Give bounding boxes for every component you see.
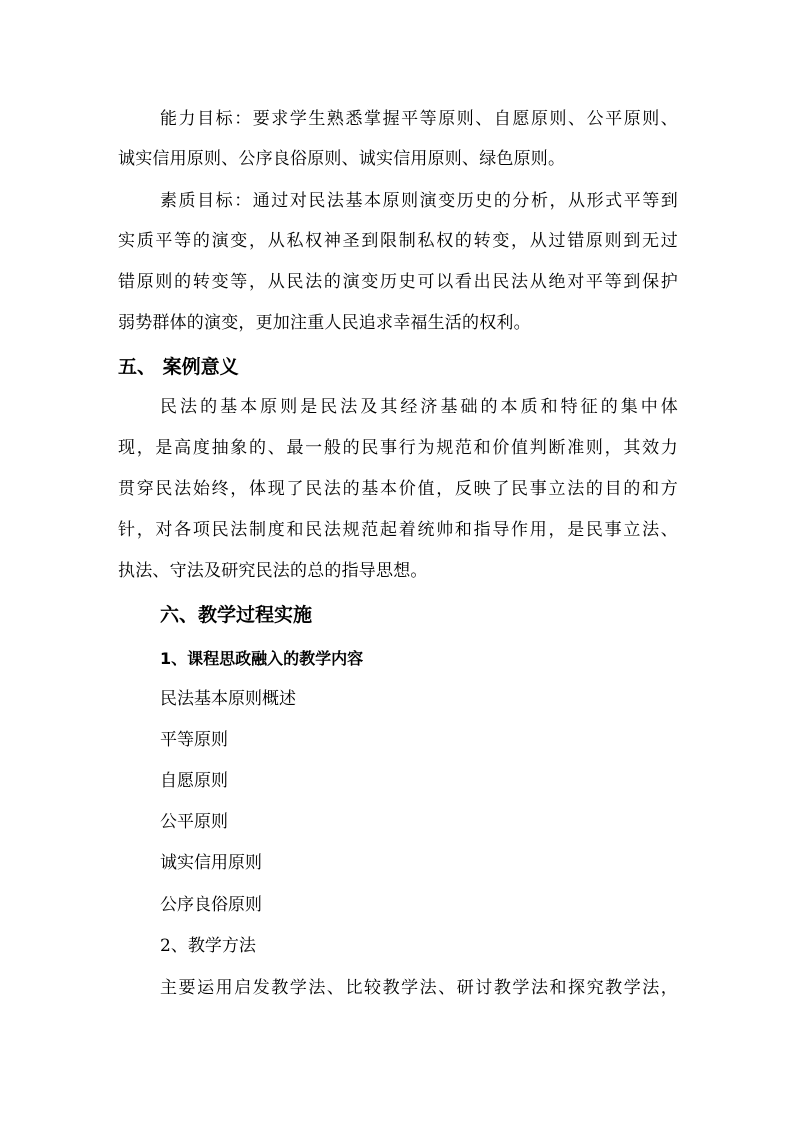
content-item: 平等原则 (160, 730, 228, 750)
content-item: 民法基本原则概述 (160, 689, 296, 709)
section-6-heading: 六、教学过程实施 (160, 604, 313, 626)
ability-goal-line-1: 能力目标：要求学生熟悉掌握平等原则、自愿原则、公平原则、 (160, 109, 678, 129)
quality-goal-line-2: 实质平等的演变，从私权神圣到限制私权的转变，从过错原则到无过 (118, 231, 678, 251)
content-item: 自愿原则 (160, 771, 228, 791)
section-5-line-3: 贯穿民法始终，体现了民法的基本价值，反映了民事立法的目的和方 (118, 479, 678, 499)
content-item: 诚实信用原则 (160, 853, 262, 873)
subsection-2-heading: 2、教学方法 (160, 936, 256, 956)
quality-goal-line-3: 错原则的转变等，从民法的演变历史可以看出民法从绝对平等到保护 (118, 272, 678, 292)
content-item: 公序良俗原则 (160, 895, 262, 915)
section-5-line-2: 现，是高度抽象的、最一般的民事行为规范和价值判断准则，其效力 (118, 438, 678, 458)
content-item: 公平原则 (160, 812, 228, 832)
quality-goal-line-1: 素质目标：通过对民法基本原则演变历史的分析，从形式平等到 (160, 191, 678, 211)
section-5-line-5: 执法、守法及研究民法的总的指导思想。 (118, 561, 428, 581)
section-5-line-1: 民法的基本原则是民法及其经济基础的本质和特征的集中体 (160, 397, 678, 417)
section-5-heading: 五、 案例意义 (118, 356, 239, 378)
method-line: 主要运用启发教学法、比较教学法、研讨教学法和探究教学法， (160, 978, 678, 998)
ability-goal-line-2: 诚实信用原则、公序良俗原则、诚实信用原则、绿色原则。 (118, 149, 566, 169)
subsection-1-heading: 1、课程思政融入的教学内容 (160, 649, 364, 668)
quality-goal-line-4: 弱势群体的演变，更加注重人民追求幸福生活的权利。 (118, 313, 531, 333)
section-5-line-4: 针，对各项民法制度和民法规范起着统帅和指导作用，是民事立法、 (118, 520, 678, 540)
